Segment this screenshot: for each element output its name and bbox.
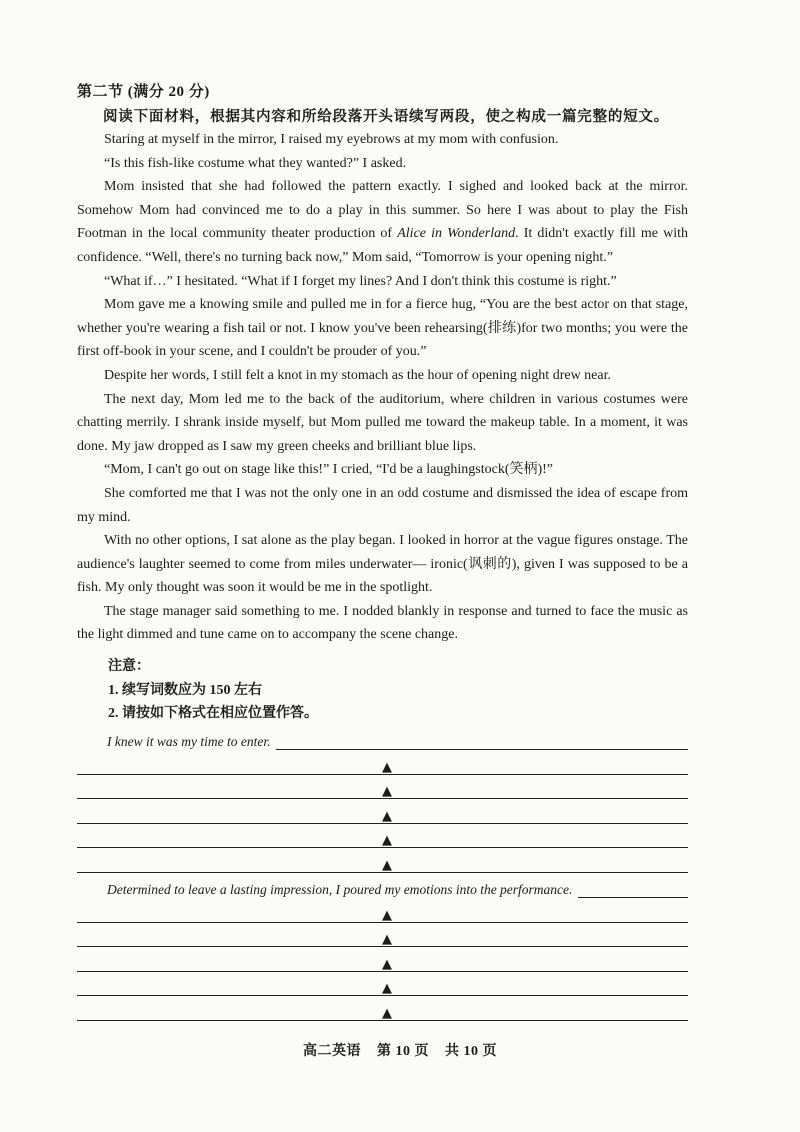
story-paragraph: The next day, Mom led me to the back of the auditorium, where children in various costumes were chatting merrily. I shrank inside myself, but Mom pulled me toward the makeup table. In a moment, it was done. My jaw dropped as I saw my green cheeks and brilliant blue lips. (77, 391, 688, 454)
triangle-marker-icon: ▲ (382, 857, 392, 873)
answer-line[interactable] (77, 799, 688, 824)
paragraph-starter-2: Determined to leave a lasting impression, I poured my emotions into the performance. (107, 882, 573, 897)
answer-line[interactable] (276, 735, 688, 750)
story-paragraph: Despite her words, I still felt a knot in my stomach as the hour of opening night drew near. (104, 367, 612, 383)
story-paragraph: “Is this fish-like costume what they wanted?” I asked. (104, 155, 407, 171)
triangle-marker-icon: ▲ (382, 956, 392, 972)
triangle-marker-icon: ▲ (382, 808, 392, 824)
story-paragraph: With no other options, I sat alone as the play began. I looked in horror at the vague figures onstage. The audience's laughter seemed to come from miles underwater— ironic(讽刺的), given I was supposed to be a fish. My only thought was soon it would be me in the spotlight. (77, 533, 688, 596)
note-item: 1. 续写词数应为 150 左右 (108, 682, 262, 698)
notes-heading: 注意： (108, 659, 150, 674)
footer-page-number: 第 10 页 (377, 1044, 429, 1059)
triangle-marker-icon: ▲ (382, 1005, 392, 1021)
story-paragraph: “What if…” I hesitated. “What if I forget my lines? And I don't think this costume is right.” (104, 273, 617, 289)
answer-line[interactable] (77, 824, 688, 849)
story-paragraph: She comforted me that I was not the only one in an odd costume and dismissed the idea of escape from my mind. (77, 485, 688, 525)
footer-subject: 高二英语 (303, 1044, 361, 1059)
answer-line[interactable] (77, 923, 688, 948)
book-title: Alice in Wonderland (397, 226, 516, 242)
starter-row-2 (77, 876, 688, 898)
writing-area-2 (77, 876, 688, 1021)
triangle-marker-icon: ▲ (382, 784, 392, 799)
answer-line[interactable] (77, 972, 688, 997)
answer-line[interactable] (77, 775, 688, 800)
instruction-text: 阅读下面材料，根据其内容和所给段落开头语续写两段，使之构成一篇完整的短文。 (103, 109, 670, 125)
note-item: 2. 请按如下格式在相应位置作答。 (108, 706, 318, 722)
paragraph-starter-1: I knew it was my time to enter. (107, 734, 271, 749)
story-paragraph: Staring at myself in the mirror, I raised my eyebrows at my mom with confusion. (104, 132, 559, 147)
story-text (77, 128, 688, 647)
answer-line[interactable] (77, 947, 688, 972)
story-paragraph: “Mom, I can't go out on stage like this!” I cried, “I'd be a laughingstock(笑柄)!” (104, 462, 554, 478)
triangle-marker-icon: ▲ (382, 759, 392, 775)
answer-line[interactable] (77, 848, 688, 873)
page-footer (0, 1040, 800, 1060)
starter-row-1 (77, 728, 688, 750)
section-title: 第二节 (满分 20 分) (77, 84, 210, 100)
answer-line[interactable] (77, 996, 688, 1021)
answer-line[interactable] (578, 883, 688, 898)
story-paragraph: The stage manager said something to me. I nodded blankly in response and turned to face the music as the light dimmed and tune came on to accompany the scene change. (77, 603, 688, 643)
triangle-marker-icon: ▲ (382, 833, 392, 848)
triangle-marker-icon: ▲ (382, 981, 392, 996)
answer-line[interactable] (77, 750, 688, 775)
footer-total-pages: 共 10 页 (445, 1044, 497, 1059)
triangle-marker-icon: ▲ (382, 932, 392, 947)
notes (108, 655, 318, 726)
story-paragraph: Mom insisted that she had followed the pattern exactly. I sighed and looked back at the mirror. Somehow Mom had convinced me to do a play in this summer. So here I was about to play the Fish Footman in the local community theater production of Alice in Wonderland. It didn't exactly fill me with confidence. “Well, there's no turning back now,” Mom said, “Tomorrow is your opening night.” (77, 179, 689, 265)
story-paragraph: Mom gave me a knowing smile and pulled me in for a fierce hug, “You are the best actor on that stage, whether you're wearing a fish tail or not. I know you've been rehearsing(排练)for two months; you were the first off-book in your scene, and I couldn't be prouder of you.” (77, 297, 688, 360)
answer-line[interactable] (77, 898, 688, 923)
writing-area-1 (77, 728, 688, 873)
triangle-marker-icon: ▲ (382, 907, 392, 923)
